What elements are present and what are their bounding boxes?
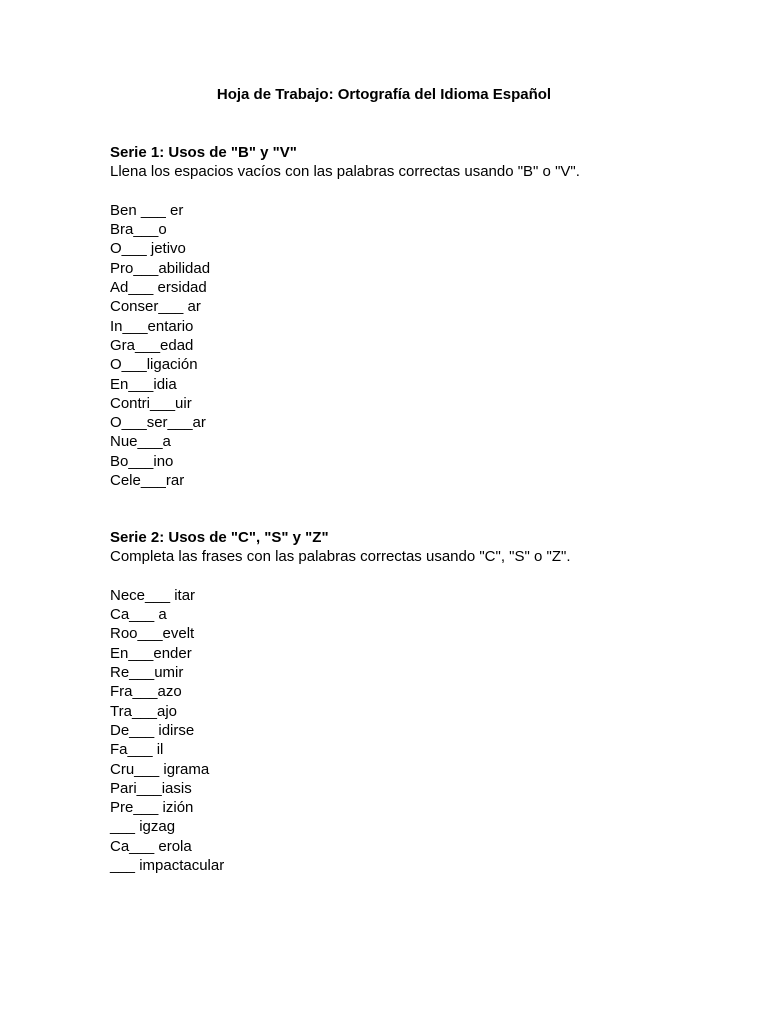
series-2-item: Tra___ajo bbox=[110, 702, 177, 720]
series-2-item: Nece___ itar bbox=[110, 586, 196, 604]
series-2-instruction: Completa las frases con las palabras correctas usando "C", "S" o "Z". bbox=[110, 548, 571, 566]
series-2-item: Ca___ a bbox=[110, 606, 167, 624]
series-1-item: Pro___abilidad bbox=[110, 259, 211, 277]
series-1-item: Cele___rar bbox=[110, 472, 185, 490]
series-1-section bbox=[110, 143, 730, 490]
series-2-item: ___ impactacular bbox=[110, 857, 225, 875]
series-1-item: Bra___o bbox=[110, 221, 167, 239]
series-1-item-list bbox=[110, 201, 730, 490]
series-2-item: Fra___azo bbox=[110, 683, 182, 701]
series-1-item: Gra___edad bbox=[110, 336, 194, 354]
series-1-item: Bo___ino bbox=[110, 452, 174, 470]
series-1-item: Nue___a bbox=[110, 433, 171, 451]
series-2-heading: Serie 2: Usos de "C", "S" y "Z" bbox=[110, 529, 329, 546]
series-2-item: De___ idirse bbox=[110, 721, 195, 739]
series-2-section bbox=[110, 528, 730, 875]
series-2-item: Pari___iasis bbox=[110, 779, 192, 797]
series-1-item: In___entario bbox=[110, 317, 194, 335]
series-2-item: En___ender bbox=[110, 644, 192, 662]
series-1-item: O___ jetivo bbox=[110, 240, 186, 258]
series-2-item: ___ igzag bbox=[110, 818, 176, 836]
series-1-item: Contri___uir bbox=[110, 394, 192, 412]
series-1-item: Conser___ ar bbox=[110, 298, 201, 316]
series-1-instruction: Llena los espacios vacíos con las palabras correctas usando "B" o "V". bbox=[110, 163, 580, 181]
series-1-item: O___ser___ar bbox=[110, 414, 206, 432]
series-1-item: En___idia bbox=[110, 375, 177, 393]
series-2-item: Ca___ erola bbox=[110, 837, 192, 855]
series-1-item: Ben ___ er bbox=[110, 201, 184, 219]
series-2-item: Fa___ il bbox=[110, 741, 164, 759]
series-1-heading: Serie 1: Usos de "B" y "V" bbox=[110, 144, 297, 161]
page-title: Hoja de Trabajo: Ortografía del Idioma Español bbox=[216, 86, 552, 103]
series-2-item-list bbox=[110, 586, 730, 875]
series-2-item: Cru___ igrama bbox=[110, 760, 210, 778]
series-1-item: O___ligación bbox=[110, 356, 198, 374]
series-2-item: Roo___evelt bbox=[110, 625, 195, 643]
series-2-item: Re___umir bbox=[110, 664, 184, 682]
series-2-item: Pre___ izión bbox=[110, 799, 194, 817]
series-1-item: Ad___ ersidad bbox=[110, 279, 207, 297]
